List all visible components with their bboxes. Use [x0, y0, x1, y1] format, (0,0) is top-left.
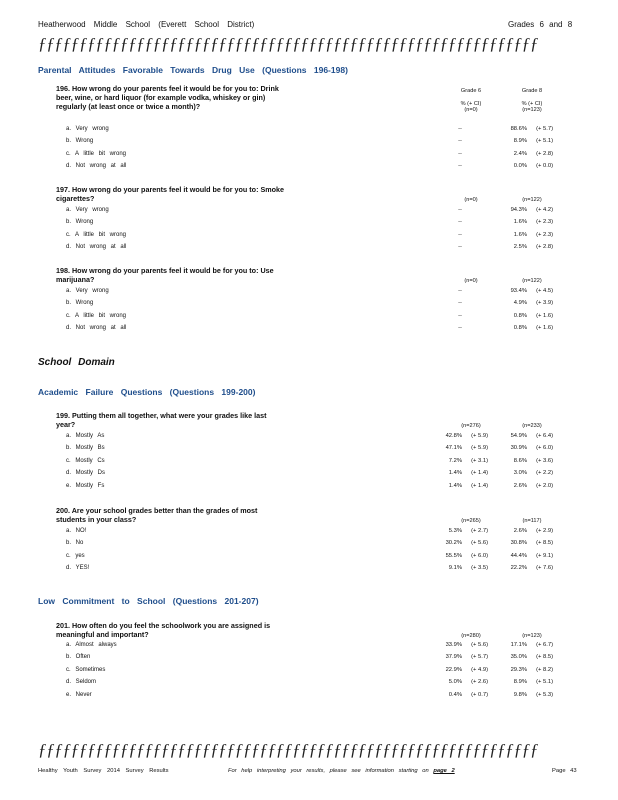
- sample-size-n8: (n=233): [522, 423, 542, 429]
- grade8-ci: (+ 4.5): [536, 288, 553, 294]
- grade8-percent: 8.9%: [513, 679, 527, 686]
- answer-option-label: a. NO!: [66, 528, 87, 534]
- grade8-percent: 22.2%: [510, 565, 527, 572]
- question-q198-text: 198. How wrong do your parents feel it would be for you to: Use marijuana?: [56, 266, 274, 284]
- grade6-percent: --: [458, 244, 462, 251]
- grade8-percent: 8.9%: [513, 138, 527, 145]
- answer-option-label: a. Very wrong: [66, 288, 109, 294]
- grade8-percent: 30.8%: [510, 540, 527, 547]
- grade8-ci: (+ 1.6): [536, 312, 553, 319]
- answer-option-label: b. Often: [66, 654, 91, 661]
- grade6-percent: 9.1%: [448, 565, 462, 572]
- answer-option-label: d. YES!: [66, 565, 90, 572]
- grade6-percent: 42.8%: [445, 433, 462, 439]
- grade8-percent: 17.1%: [510, 642, 527, 648]
- grade8-percent: 29.3%: [510, 666, 527, 673]
- footer-page-link[interactable]: page 2: [433, 768, 455, 774]
- answer-option-label: c. A little bit wrong: [66, 231, 127, 238]
- grade6-percent: --: [458, 126, 462, 132]
- answer-option-label: b. Wrong: [66, 219, 94, 226]
- grade8-percent: 93.4%: [510, 288, 527, 294]
- grade8-percent: 54.9%: [510, 433, 527, 439]
- grade6-ci: (+ 2.7): [471, 528, 488, 534]
- answer-option-label: d. Seldom: [66, 679, 97, 686]
- grade6-ci: (+ 5.6): [471, 540, 488, 547]
- grade6-ci: (+ 5.6): [471, 642, 488, 648]
- grade8-ci: (+ 6.7): [536, 642, 553, 648]
- grade8-percent: 0.8%: [513, 312, 527, 319]
- answer-option-label: d. Not wrong at all: [66, 325, 127, 332]
- grade8-ci: (+ 2.9): [536, 528, 553, 534]
- grade6-percent: --: [458, 163, 462, 170]
- question-q200-text: 200. Are your school grades better than the grades of most students in your class?: [56, 506, 258, 524]
- grade8-percent: 1.6%: [513, 231, 527, 238]
- answer-option-label: b. No: [66, 540, 84, 547]
- sample-size-n6: (n=0): [464, 197, 478, 203]
- grade6-percent: 22.9%: [445, 666, 462, 673]
- grade6-ci: (+ 3.5): [471, 565, 488, 572]
- grade8-percent: 8.6%: [513, 457, 527, 464]
- grade8-percent: 88.6%: [510, 126, 527, 132]
- grade8-ci: (+ 8.5): [536, 654, 553, 661]
- grade8-ci: (+ 2.3): [536, 219, 553, 226]
- section-school-domain: School Domain: [38, 357, 115, 368]
- footer-survey-title: Healthy Youth Survey 2014 Survey Results: [38, 768, 169, 774]
- answer-option-label: d. Not wrong at all: [66, 244, 127, 251]
- grade8-column-header: Grade 8 % (+ CI) (n=123): [521, 88, 543, 113]
- answer-option-label: a. Very wrong: [66, 207, 109, 213]
- grades-header: Grades 6 and 8: [508, 20, 573, 29]
- grade6-percent: 1.4%: [448, 470, 462, 477]
- bottom-divider: ƒƒƒƒƒƒƒƒƒƒƒƒƒƒƒƒƒƒƒƒƒƒƒƒƒƒƒƒƒƒƒƒƒƒƒƒƒƒƒƒƒƒƒƒƒƒƒƒƒƒƒƒƒƒƒƒƒƒƒƒƒ: [38, 740, 539, 759]
- grade8-ci: (+ 0.0): [536, 163, 553, 170]
- grade8-percent: 3.0%: [513, 470, 527, 477]
- sample-size-n6: (n=0): [464, 278, 478, 284]
- grade6-ci: (+ 0.7): [471, 691, 488, 698]
- sample-size-n8: (n=122): [522, 197, 542, 203]
- answer-option-label: a. Very wrong: [66, 126, 109, 132]
- grade8-ci: (+ 3.6): [536, 457, 553, 464]
- grade8-ci: (+ 2.2): [536, 470, 553, 477]
- grade6-percent: 47.1%: [445, 445, 462, 452]
- grade8-percent: 0.0%: [513, 163, 527, 170]
- answer-option-label: c. A little bit wrong: [66, 312, 127, 319]
- grade8-percent: 2.6%: [513, 482, 527, 489]
- grade8-ci: (+ 6.4): [536, 433, 553, 439]
- answer-option-label: a. Almost always: [66, 642, 117, 648]
- grade6-percent: --: [458, 300, 462, 307]
- sample-size-n6: (n=265): [461, 518, 481, 524]
- grade8-percent: 1.6%: [513, 219, 527, 226]
- answer-option-label: c. Sometimes: [66, 666, 106, 673]
- grade8-ci: (+ 3.9): [536, 300, 553, 307]
- grade8-ci: (+ 2.8): [536, 150, 553, 157]
- grade8-percent: 35.0%: [510, 654, 527, 661]
- grade8-ci: (+ 5.7): [536, 126, 553, 132]
- grade6-percent: --: [458, 325, 462, 332]
- grade8-ci: (+ 7.6): [536, 565, 553, 572]
- grade6-percent: --: [458, 288, 462, 294]
- grade8-ci: (+ 1.6): [536, 325, 553, 332]
- answer-option-label: b. Wrong: [66, 300, 94, 307]
- section-parental-attitudes: Parental Attitudes Favorable Towards Drug Use (Questions 196-198): [38, 65, 348, 75]
- question-q199-text: 199. Putting them all together, what were your grades like last year?: [56, 411, 267, 429]
- grade6-ci: (+ 1.4): [471, 470, 488, 477]
- sample-size-n6: (n=276): [461, 423, 481, 429]
- answer-option-label: e. Never: [66, 691, 92, 698]
- grade6-percent: 55.5%: [445, 552, 462, 559]
- grade6-percent: 37.9%: [445, 654, 462, 661]
- grade6-percent: 0.4%: [448, 691, 462, 698]
- answer-option-label: c. Mostly Cs: [66, 457, 105, 464]
- sample-size-n8: (n=117): [522, 518, 542, 524]
- grade6-ci: (+ 5.9): [471, 445, 488, 452]
- grade8-percent: 2.4%: [513, 150, 527, 157]
- grade8-percent: 9.8%: [513, 691, 527, 698]
- grade6-percent: 5.3%: [448, 528, 462, 534]
- grade6-percent: --: [458, 207, 462, 213]
- grade6-ci: (+ 3.1): [471, 457, 488, 464]
- answer-option-label: c. yes: [66, 552, 85, 559]
- section-low-commitment: Low Commitment to School (Questions 201-207): [38, 596, 259, 606]
- answer-option-label: b. Mostly Bs: [66, 445, 105, 452]
- grade8-ci: (+ 6.0): [536, 445, 553, 452]
- grade6-percent: --: [458, 138, 462, 145]
- grade6-percent: 33.9%: [445, 642, 462, 648]
- answer-option-label: b. Wrong: [66, 138, 94, 145]
- footer-page-number: Page 43: [552, 768, 577, 774]
- grade8-percent: 30.9%: [510, 445, 527, 452]
- sample-size-n8: (n=123): [522, 633, 542, 639]
- grade8-ci: (+ 9.1): [536, 552, 553, 559]
- sample-size-n8: (n=122): [522, 278, 542, 284]
- grade6-percent: --: [458, 312, 462, 319]
- grade6-percent: --: [458, 219, 462, 226]
- sample-size-n6: (n=280): [461, 633, 481, 639]
- grade8-ci: (+ 2.0): [536, 482, 553, 489]
- grade8-ci: (+ 8.2): [536, 666, 553, 673]
- grade6-ci: (+ 6.0): [471, 552, 488, 559]
- grade6-ci: (+ 1.4): [471, 482, 488, 489]
- top-divider: ƒƒƒƒƒƒƒƒƒƒƒƒƒƒƒƒƒƒƒƒƒƒƒƒƒƒƒƒƒƒƒƒƒƒƒƒƒƒƒƒƒƒƒƒƒƒƒƒƒƒƒƒƒƒƒƒƒƒƒƒƒ: [38, 34, 539, 53]
- answer-option-label: a. Mostly As: [66, 433, 105, 439]
- grade6-percent: 5.0%: [448, 679, 462, 686]
- answer-option-label: e. Mostly Fs: [66, 482, 105, 489]
- answer-option-label: d. Not wrong at all: [66, 163, 127, 170]
- grade8-ci: (+ 2.8): [536, 244, 553, 251]
- grade6-percent: 7.2%: [448, 457, 462, 464]
- grade6-column-header: Grade 6 % (+ CI) (n=0): [460, 88, 482, 113]
- grade6-ci: (+ 5.9): [471, 433, 488, 439]
- grade8-ci: (+ 5.1): [536, 679, 553, 686]
- grade8-ci: (+ 5.3): [536, 691, 553, 698]
- grade8-ci: (+ 8.5): [536, 540, 553, 547]
- footer-help-text: For help interpreting your results, please see information starting on page 2: [228, 768, 455, 774]
- answer-option-label: c. A little bit wrong: [66, 150, 127, 157]
- answer-option-label: d. Mostly Ds: [66, 470, 106, 477]
- section-academic-failure: Academic Failure Questions (Questions 199-200): [38, 387, 256, 397]
- grade6-percent: --: [458, 150, 462, 157]
- grade6-ci: (+ 2.6): [471, 679, 488, 686]
- grade6-ci: (+ 4.9): [471, 666, 488, 673]
- grade8-ci: (+ 4.2): [536, 207, 553, 213]
- grade6-percent: 30.2%: [445, 540, 462, 547]
- grade8-percent: 44.4%: [510, 552, 527, 559]
- grade8-percent: 2.6%: [513, 528, 527, 534]
- grade8-percent: 94.3%: [510, 207, 527, 213]
- question-q197-text: 197. How wrong do your parents feel it would be for you to: Smoke cigarettes?: [56, 185, 285, 203]
- grade6-ci: (+ 5.7): [471, 654, 488, 661]
- school-header: Heatherwood Middle School (Everett School District): [38, 20, 255, 29]
- grade8-percent: 4.9%: [513, 300, 527, 307]
- grade8-ci: (+ 2.3): [536, 231, 553, 238]
- question-q201-text: 201. How often do you feel the schoolwork you are assigned is meaningful and important?: [56, 621, 271, 639]
- grade8-ci: (+ 5.1): [536, 138, 553, 145]
- grade6-percent: --: [458, 231, 462, 238]
- grade6-percent: 1.4%: [448, 482, 462, 489]
- grade8-percent: 2.5%: [513, 244, 527, 251]
- grade8-percent: 0.8%: [513, 325, 527, 332]
- question-q196-text: 196. How wrong do your parents feel it would be for you to: Drink beer, wine, or hard liquor (for example vodka, whiskey or gin) regularly (at least once or twice a month)?: [56, 84, 279, 111]
